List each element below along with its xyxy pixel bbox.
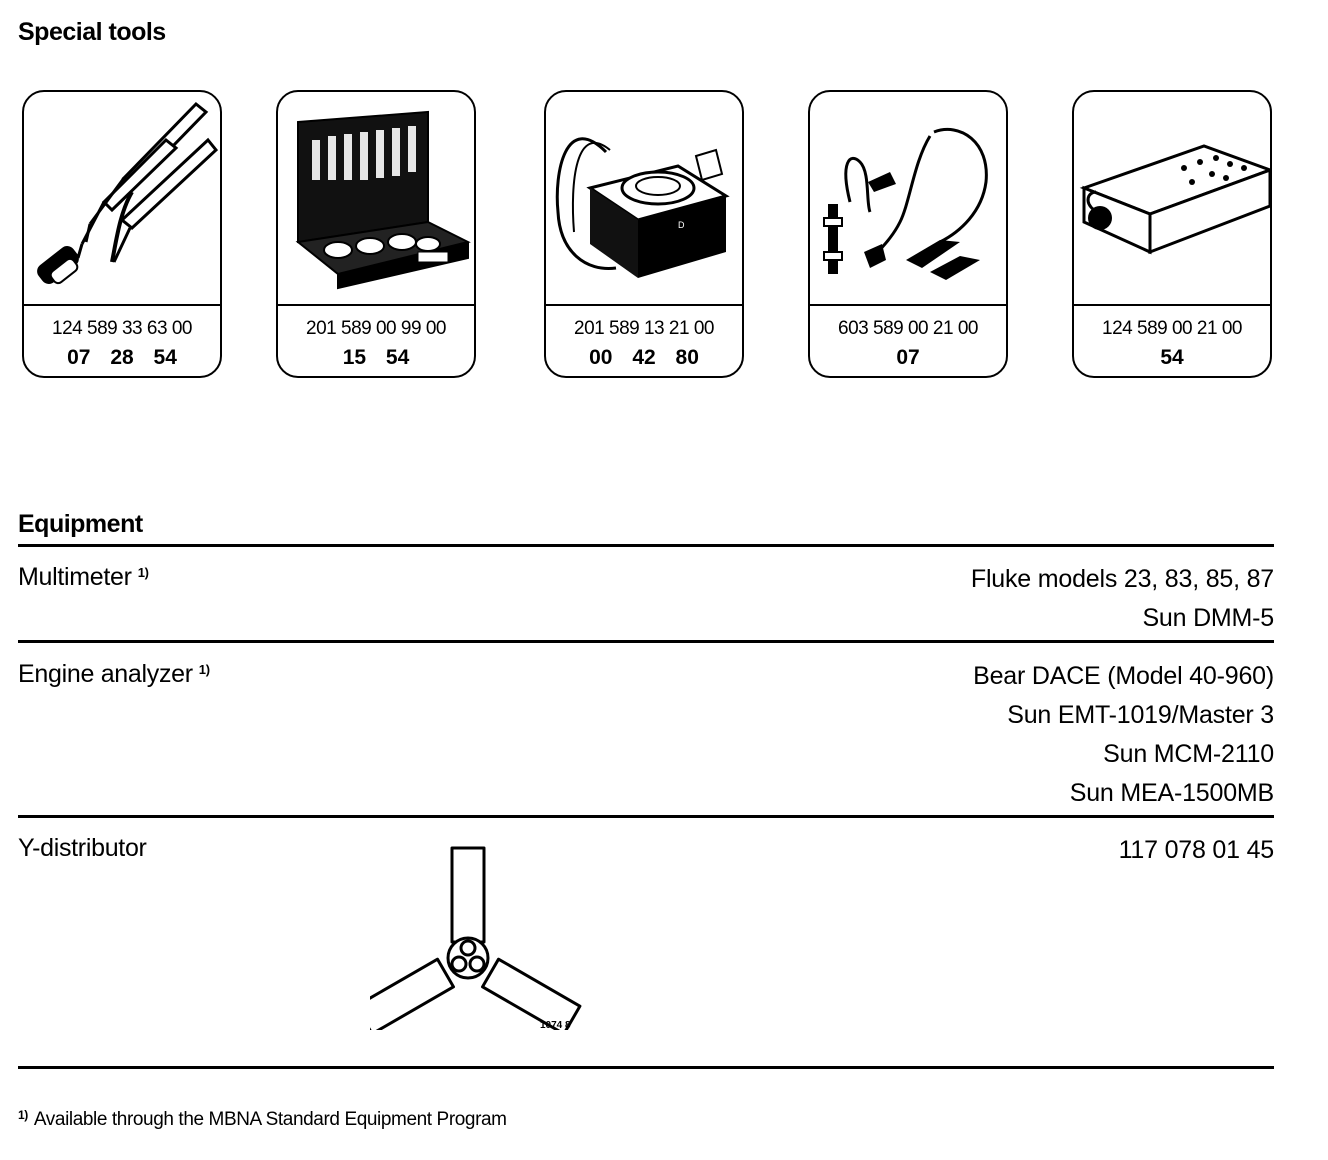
- part-number: 603 589 00 21 00: [838, 318, 978, 339]
- test-probes-icon: [24, 92, 220, 304]
- test-box-icon: [1074, 92, 1270, 304]
- adapter-case-icon: [278, 92, 474, 304]
- equipment-values-y-distributor: [1119, 831, 1274, 870]
- equipment-label-engine-analyzer: Engine analyzer $^{1)}$: [18, 660, 210, 688]
- equipment-values-multimeter: [971, 560, 1274, 638]
- tool-codes: 00 42 80: [589, 346, 699, 369]
- footnote: [18, 1108, 507, 1131]
- equipment-value: Sun MCM-2110: [1103, 740, 1274, 768]
- tool-card: [1072, 90, 1272, 378]
- equipment-value: Fluke models 23, 83, 85, 87: [970, 565, 1274, 593]
- part-number: 201 589 13 21 00: [574, 318, 714, 339]
- tester-unit-icon: [546, 92, 742, 304]
- divider: [18, 815, 1274, 818]
- equipment-value: 117 078 01 45: [1118, 836, 1274, 864]
- divider: [18, 640, 1274, 643]
- svg-text:D: D: [678, 220, 685, 230]
- equipment-title: Equipment: [18, 510, 143, 538]
- tool-codes: 07 28 54: [67, 346, 177, 369]
- equipment-value: Sun DMM-5: [1142, 604, 1274, 632]
- part-number: 124 589 00 21 00: [1102, 318, 1242, 339]
- special-tools-title: Special tools: [18, 18, 166, 46]
- tool-card: [544, 90, 744, 378]
- equipment-value: Sun EMT-1019/Master 3: [1007, 701, 1274, 729]
- equipment-values-engine-analyzer: [973, 657, 1274, 813]
- tool-codes: 54: [1160, 346, 1184, 369]
- tool-card: [276, 90, 476, 378]
- tool-codes: 15 54: [342, 346, 410, 369]
- part-number: 124 589 33 63 00: [52, 318, 192, 339]
- equipment-value: Bear DACE (Model 40-960): [973, 662, 1274, 690]
- figure-label: 1074 8: [540, 1020, 571, 1031]
- tool-codes: 07: [896, 346, 920, 369]
- divider: [18, 1066, 1274, 1069]
- equipment-label-y-distributor: Y-distributor: [18, 834, 147, 862]
- tool-card: [808, 90, 1008, 378]
- divider: [18, 544, 1274, 547]
- part-number: 201 589 00 99 00: [306, 318, 446, 339]
- equipment-value: Sun MEA-1500MB: [1069, 779, 1274, 807]
- footnote-text: Available through the MBNA Standard Equipment Program: [33, 1109, 507, 1130]
- equipment-label-multimeter: Multimeter $^{1)}$: [18, 563, 149, 591]
- y-distributor-icon: [370, 840, 590, 1030]
- tool-card: [22, 90, 222, 378]
- test-cable-icon: [810, 92, 1006, 304]
- footnote-marker: 1): [18, 1108, 28, 1122]
